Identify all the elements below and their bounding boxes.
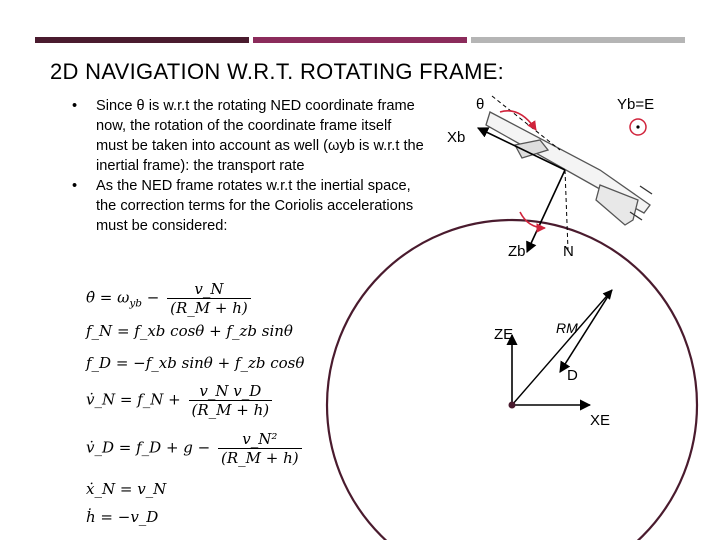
label-rm: RM — [556, 320, 578, 336]
fraction: $\frac{v\_N}{(R\_M + h)}$ — [167, 280, 251, 317]
aircraft-icon — [486, 112, 652, 225]
equation-h-dot: ḣ = −v_D — [86, 508, 159, 526]
rm-radius-arrow — [512, 290, 612, 405]
fraction: $\frac{\text{v\_N v\_D}}{(R\_M + h)}$ — [189, 382, 273, 419]
label-d: D — [567, 367, 578, 384]
equation-vd-dot: v̇_D = f_D + g − $\frac{\text{v\_N²}}{(R\_M + h)}$ — [86, 430, 302, 467]
label-ze: ZE — [494, 326, 514, 343]
bullet-text: As the NED frame rotates w.r.t the inertial space, the correction terms for the Coriolis accelerations must be considered: — [96, 178, 414, 234]
label-xe: XE — [590, 412, 611, 429]
label-theta: θ — [476, 96, 485, 113]
equation-xn-dot: ẋ_N = v_N — [86, 480, 167, 498]
e-axis-dot-icon — [636, 125, 639, 128]
fraction: $\frac{\text{v\_N²}}{(R\_M + h)}$ — [218, 430, 302, 467]
equation-fn: f_N = f_xb cosθ + f_zb sinθ — [86, 322, 293, 340]
slide-title: 2D NAVIGATION W.R.T. ROTATING FRAME: — [50, 59, 505, 84]
bullet-dot: • — [72, 98, 78, 114]
bullet-dot: • — [72, 178, 78, 194]
equation-vn-dot: v̇_N = f_N + $\frac{\text{v\_N v\_D}}{(R\_M + h)}$ — [86, 382, 272, 419]
earth-center-dot — [509, 402, 516, 409]
bullet-text: Since θ is w.r.t the rotating NED coordinate frame now, the rotation of the coordinate frame itself must be taken into account as well (ωyb is w.r.t the inertial frame): the transport rate — [96, 98, 424, 174]
label-n: N — [563, 243, 574, 260]
label-yb-e: Yb=E — [617, 96, 655, 113]
n-dashed-line — [565, 170, 568, 250]
zb-axis-arrow — [527, 170, 565, 252]
label-zb: Zb — [508, 243, 526, 260]
label-xb: Xb — [447, 129, 466, 146]
equation-theta-dot: θ̇ = $\omega_{yb}$ − $\frac{v\_N}{(R\_M + h)}$ — [86, 280, 251, 317]
equation-fd: f_D = −f_xb sinθ + f_zb cosθ — [86, 354, 305, 372]
